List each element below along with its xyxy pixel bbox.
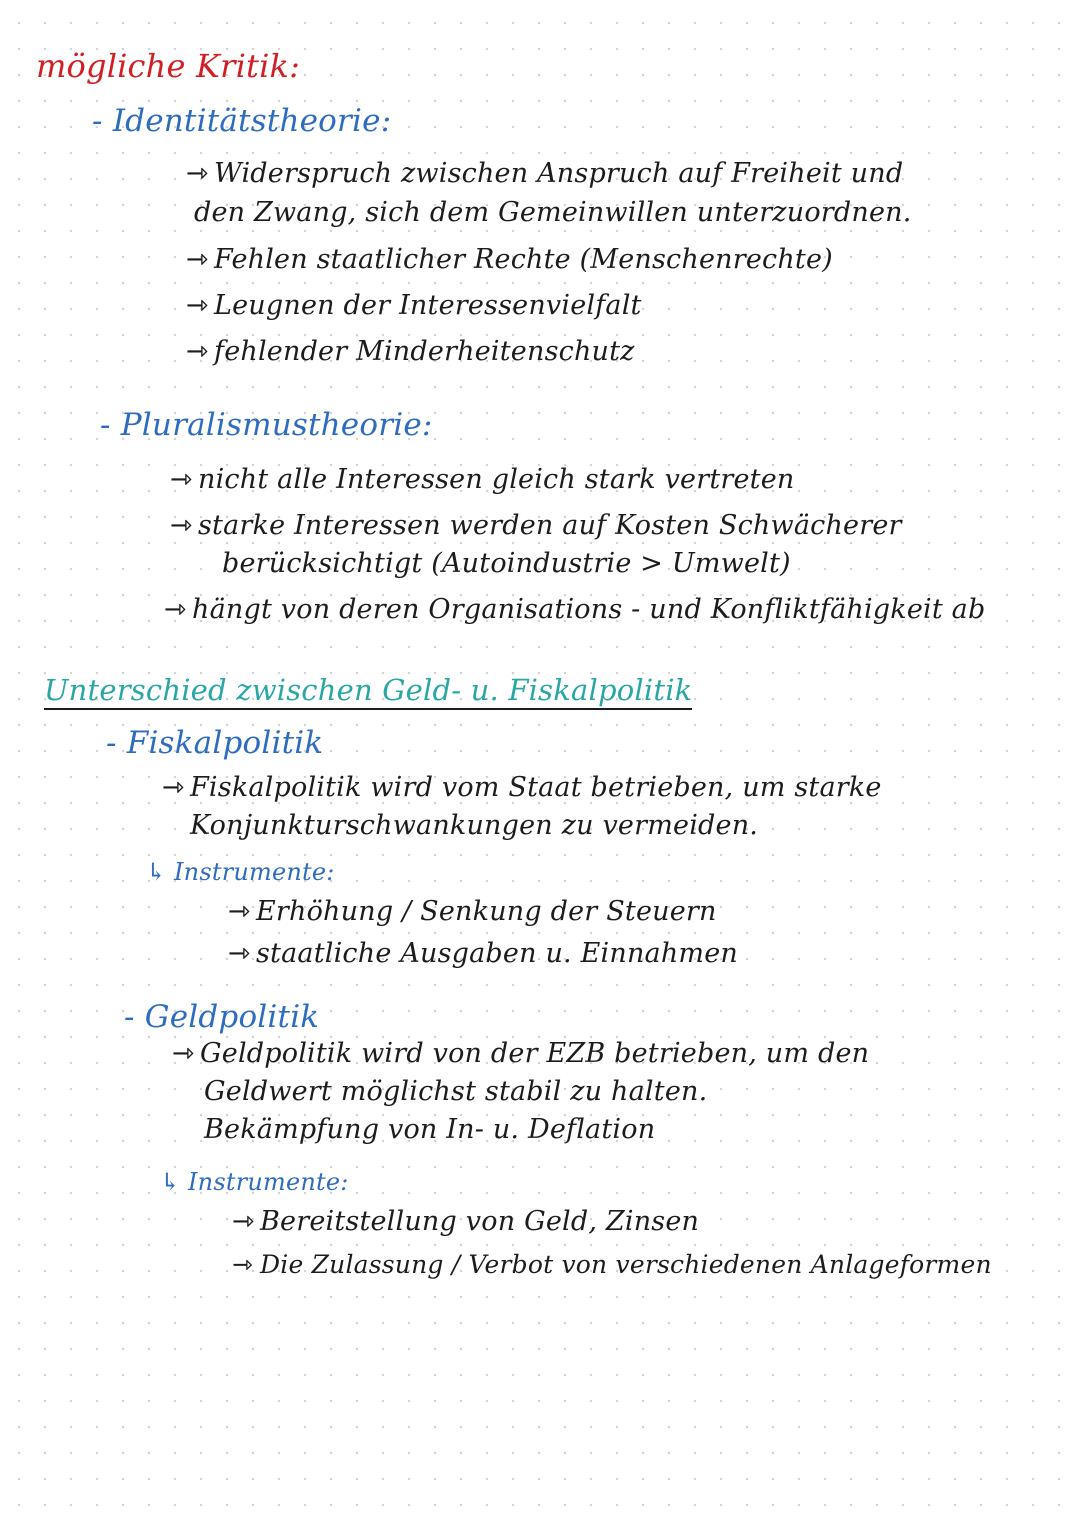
identity-point-1-text: Widerspruch zwischen Anspruch auf Freiheit und [214,158,904,189]
arrow-icon: ⇾ [170,510,193,541]
fiscal-point-1 [162,774,882,801]
heading-underline [44,708,692,710]
monetary-policy-title: - Geldpolitik [124,999,320,1035]
identity-point-2-text: Fehlen staatlicher Rechte (Menschenrechte) [214,244,833,275]
identity-point-3 [186,292,642,319]
fiscal-instrument-2-text: staatliche Ausgaben u. Einnahmen [256,938,738,969]
fiscal-instrument-1 [228,898,717,925]
pluralism-theory-title: - Pluralismustheorie: [100,407,433,443]
arrow-icon: ⇾ [162,772,185,803]
identity-theory-title: - Identitätstheorie: [92,103,392,139]
monetary-instrument-1-text: Bereitstellung von Geld, Zinsen [260,1206,700,1237]
arrow-icon: ⇾ [186,158,209,189]
identity-point-1-cont: den Zwang, sich dem Gemeinwillen unterzuordnen. [194,197,912,228]
identity-point-4-text: fehlender Minderheitenschutz [214,336,635,367]
arrow-icon: ⇾ [232,1206,255,1237]
arrow-icon: ⇾ [228,896,251,927]
fiscal-policy-title: - Fiskalpolitik [106,725,324,761]
identity-point-2 [186,246,833,273]
fiscal-point-1-text: Fiskalpolitik wird vom Staat betrieben, um starke [190,772,882,803]
fiscal-instrument-1-text: Erhöhung / Senkung der Steuern [256,896,717,927]
critique-heading: mögliche Kritik: [36,47,301,85]
sub-arrow-icon: ↳ [146,858,167,886]
monetary-instruments-label [160,1170,349,1194]
difference-heading: Unterschied zwischen Geld- u. Fiskalpolitik [44,673,693,707]
pluralism-point-1 [170,466,795,493]
arrow-icon: ⇾ [170,464,193,495]
sub-arrow-icon: ↳ [160,1168,181,1196]
pluralism-point-1-text: nicht alle Interessen gleich stark vertreten [198,464,795,495]
fiscal-point-1-cont: Konjunkturschwankungen zu vermeiden. [190,810,759,841]
monetary-point-1-cont: Geldwert möglichst stabil zu halten. [204,1076,708,1107]
pluralism-point-2-cont: berücksichtigt (Autoindustrie > Umwelt) [222,548,791,579]
pluralism-point-2 [170,512,902,539]
fiscal-instruments-label [146,860,335,884]
monetary-point-1-cont2: Bekämpfung von In- u. Deflation [204,1114,656,1145]
identity-point-1 [186,160,903,187]
monetary-instrument-2-text: Die Zulassung / Verbot von verschiedenen Anlageformen [260,1250,992,1279]
pluralism-point-3 [164,596,985,623]
monetary-point-1-text: Geldpolitik wird von der EZB betrieben, um den [200,1038,870,1069]
arrow-icon: ⇾ [232,1250,254,1279]
pluralism-point-2-text: starke Interessen werden auf Kosten Schwächerer [198,510,902,541]
monetary-point-1 [172,1040,869,1067]
monetary-instrument-1 [232,1208,699,1235]
monetary-instruments-text: Instrumente: [188,1168,349,1196]
arrow-icon: ⇾ [186,336,209,367]
monetary-instrument-2 [232,1252,992,1277]
arrow-icon: ⇾ [172,1038,195,1069]
fiscal-instrument-2 [228,940,738,967]
pluralism-point-3-text: hängt von deren Organisations - und Konfliktfähigkeit ab [192,594,986,625]
arrow-icon: ⇾ [186,244,209,275]
identity-point-4 [186,338,635,365]
arrow-icon: ⇾ [186,290,209,321]
identity-point-3-text: Leugnen der Interessenvielfalt [214,290,642,321]
arrow-icon: ⇾ [228,938,251,969]
fiscal-instruments-text: Instrumente: [174,858,335,886]
arrow-icon: ⇾ [164,594,187,625]
